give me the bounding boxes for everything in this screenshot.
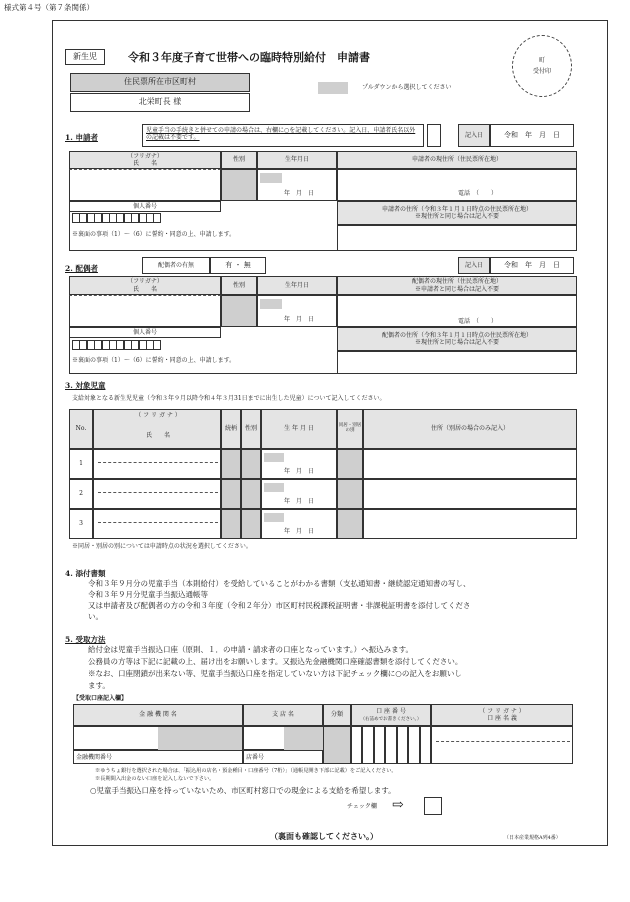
s1-tel: 電話 （ ） [458,190,498,197]
footer-center: （裏面も確認してください。） [270,831,378,841]
acct-label: 口 座 番 号 [376,708,406,716]
s3-furigana: （ フ リ ガ ナ ） [135,412,181,419]
s1-addr2-note: ※現住所と同じ場合は記入不要 [414,213,499,220]
s5-line2: 公務員の方等は下記に記載の上、届け出をお願いします。又振込先金融機関口座確認書類を添付してください。 [88,657,463,666]
s3-name-label: 氏 名 [145,432,170,439]
s2-addr2-note: ※現住所と同じ場合は記入不要 [414,339,499,346]
s1-dob-header: 生年月日 [257,151,337,169]
s2-address-header [337,276,577,295]
s1-name-header [69,151,221,169]
s1-note: 児童手当の手続きと併せての申請の場合は、右欄に○を記載してください。記入日、申請者氏名以外の記載は不要です。 [146,127,416,142]
s1-sex-select[interactable] [221,169,257,201]
s3-dob-header: 生 年 月 日 [261,409,337,449]
account-number-boxes[interactable] [351,726,431,764]
s3-row3-ymd: 年 月 日 [284,528,315,535]
s2-addr2-label: 配偶者の住所（令和３年１月１日時点の住民票所在地） [381,331,532,339]
s2-addr2-header [337,327,577,351]
s3-address-header: 住所（別居の場合のみ記入） [363,409,577,449]
s2-yesno-select[interactable]: 有 ・ 無 [210,257,266,274]
s1-note-box [142,124,424,147]
s2-addr2-input[interactable] [337,351,577,374]
s2-tel: 電話 （ ） [458,318,498,325]
s1-mynumber-boxes[interactable] [72,213,161,225]
s1-addr2-input[interactable] [337,225,577,251]
check-box[interactable] [424,797,442,815]
s2-name-input[interactable] [69,295,221,327]
s2-date-value[interactable]: 令和 年 月 日 [490,257,574,274]
s2-name-label: 氏 名 [132,285,157,293]
s3-row2-dob[interactable] [261,479,337,509]
s1-era-select[interactable] [260,173,282,183]
dropdown-hint: プルダウンから選択してください [362,84,452,91]
s1-address-header: 申請者の現住所（住民票所在地） [337,151,577,169]
s3-row1-cohab[interactable] [337,449,363,479]
form-number: 様式第４号（第７条関係） [4,3,94,12]
s3-row2-address[interactable] [363,479,577,509]
branch-header: 支 店 名 [243,704,323,726]
s1-name-label: 氏 名 [132,160,157,167]
s2-address-input[interactable] [337,295,577,327]
s2-mynumber-label: 個人番号 [69,327,221,338]
account-type-select[interactable] [323,726,351,764]
s3-row1-no: 1 [69,449,93,479]
s2-oath: ※裏面の事項（1）～（6）に誓約・同意の上、申請します。 [72,357,236,364]
cash-option: ○児童手当振込口座を持っていないため、市区町村窓口での現金による支給を希望します。 [90,786,396,795]
s1-date-value[interactable]: 令和 年 月 日 [490,124,574,147]
branch-no-label: 店番号 [246,754,265,761]
s3-no-header: No. [69,409,93,449]
s3-row1-ymd: 年 月 日 [284,468,315,475]
holder-kana: （ フ リ ガ ナ ） [479,707,525,715]
acct-note: （右詰めでお書きください。） [360,716,422,722]
s1-sex-header: 性別 [221,151,257,169]
s3-row3-no: 3 [69,509,93,539]
newborn-badge: 新生児 [65,49,105,65]
s3-cohab-header: 同居・別居の別 [337,409,363,449]
s2-ymd: 年 月 日 [284,316,315,323]
dropdown-legend-swatch [318,82,348,94]
s3-row3-cohab[interactable] [337,509,363,539]
acct-header [351,704,431,726]
footer-right: （日本産業規格A列4番） [504,835,561,841]
bank-no-label: 金融機関番号 [76,754,113,761]
stamp-line2: 受付印 [532,68,551,75]
s2-dob-header: 生年月日 [257,276,337,295]
s3-relation-header: 続柄 [221,409,241,449]
s3-row2-cohab[interactable] [337,479,363,509]
arrow-icon: ⇨ [392,797,404,813]
s1-addr2-label: 申請者の住所（令和３年１月１日時点の住民票所在地） [381,205,532,213]
s4-line3: 又は申請者及び配偶者の方の令和３年度（令和２年分）市区町村民税課税証明書・非課税証明書を添付してくださ [88,601,471,610]
s3-row2-relation[interactable] [221,479,241,509]
type-header: 分類 [323,704,351,726]
s3-row1-address[interactable] [363,449,577,479]
s2-sex-header: 性別 [221,276,257,295]
s5-line1: 給付金は児童手当振込口座（原則、１．の申請・請求者の口座となっています。）へ振込みます。 [88,645,414,654]
s1-mynumber-label: 個人番号 [69,201,221,212]
s2-address-note: ※申請者と同じ場合は記入不要 [414,285,499,293]
s2-era-select[interactable] [260,299,282,309]
s2-date-label: 記入日 [458,257,490,274]
s2-sex-select[interactable] [221,295,257,327]
account-note1: ※ゆうちょ銀行を選択された場合は、「振込用の店名・預金種目・口座番号（7桁）」（通帳見開き下部に記載）をご記入ください。 [95,768,397,774]
bank-name-input[interactable] [73,726,243,750]
s3-name-header [93,409,221,449]
s4-line4: い。 [88,612,103,621]
account-title: 【受取口座記入欄】 [73,695,128,702]
s1-addr2-header [337,201,577,225]
section5-heading: 5. 受取方法 [65,635,106,644]
s3-footnote: ※同居・別居の別については申請時点の状況を選択してください。 [72,543,252,550]
s1-dob-input[interactable] [257,169,337,201]
reception-stamp [512,35,572,97]
s2-mynumber-boxes[interactable] [72,340,161,352]
bank-no-field[interactable] [73,750,243,764]
municipality-select[interactable]: 住民票所在市区町村 [70,73,250,92]
s2-address-label: 配偶者の現住所（住民票所在地） [411,278,502,286]
s4-line2: 令和３年９月分児童手当振込通帳等 [88,590,208,599]
s3-row2-ymd: 年 月 日 [284,498,315,505]
s3-row1-name[interactable] [93,449,221,479]
s1-name-input[interactable] [69,169,221,201]
account-note2: ※長期間入出金のない口座を記入しないで下さい。 [95,776,215,782]
s1-oath: ※裏面の事項（1）～（6）に誓約・同意の上、申請します。 [72,231,236,238]
holder-label: 口 座 名 義 [487,715,517,722]
s3-row3-address[interactable] [363,509,577,539]
s3-row2-name[interactable] [93,479,221,509]
s3-sex-header: 性別 [241,409,261,449]
s3-row1-relation[interactable] [221,449,241,479]
s3-row2-sex[interactable] [241,479,261,509]
s2-furigana: （フリガナ） [127,278,163,286]
s3-row3-relation[interactable] [221,509,241,539]
form-title: 令和３年度子育て世帯への臨時特別給付 申請書 [128,51,370,64]
check-label: チェック欄 [347,803,377,810]
s2-dob-input[interactable] [257,295,337,327]
s3-row3-dob[interactable] [261,509,337,539]
holder-header [431,704,573,726]
s1-date-label: 記入日 [458,124,490,147]
s5-line4: ます。 [88,681,110,690]
s3-row3-name[interactable] [93,509,221,539]
account-holder-input[interactable] [431,726,573,764]
s2-name-header [69,276,221,295]
s1-ymd: 年 月 日 [284,190,315,197]
branch-name-input[interactable] [243,726,323,750]
s3-row3-sex[interactable] [241,509,261,539]
branch-no-field[interactable] [243,750,323,764]
section4-heading: 4. 添付書類 [65,569,106,578]
section1-heading: 1. 申請者 [65,133,98,142]
s3-intro: 支給対象となる新生児児童（令和３年９月以降令和４年３月31日までに出生した児童）について記入してください。 [72,395,386,402]
s1-address-input[interactable] [337,169,577,201]
s5-line3: ※なお、口座閉鎖が出来ない等、児童手当振込口座を指定していない方は下記チェック欄に○の記入をお願いし [88,669,462,678]
bank-header: 金 融 機 関 名 [73,704,243,726]
section2-heading: 2. 配偶者 [65,264,98,273]
s2-has-spouse-label: 配偶者の有無 [142,257,210,274]
s3-row2-no: 2 [69,479,93,509]
section3-heading: 3. 対象児童 [65,381,106,390]
s4-line1: 令和３年９月分の児童手当（本則給付）を受給していることがわかる書類（支払通知書・継続認定通知書の写し、 [88,579,471,588]
stamp-line1: 町 [538,56,545,64]
s3-row1-dob[interactable] [261,449,337,479]
s1-circle-field[interactable] [427,124,441,147]
s3-row1-sex[interactable] [241,449,261,479]
mayor-addressee: 北栄町長 様 [70,93,250,112]
s1-furigana: （フリガナ） [127,152,163,160]
